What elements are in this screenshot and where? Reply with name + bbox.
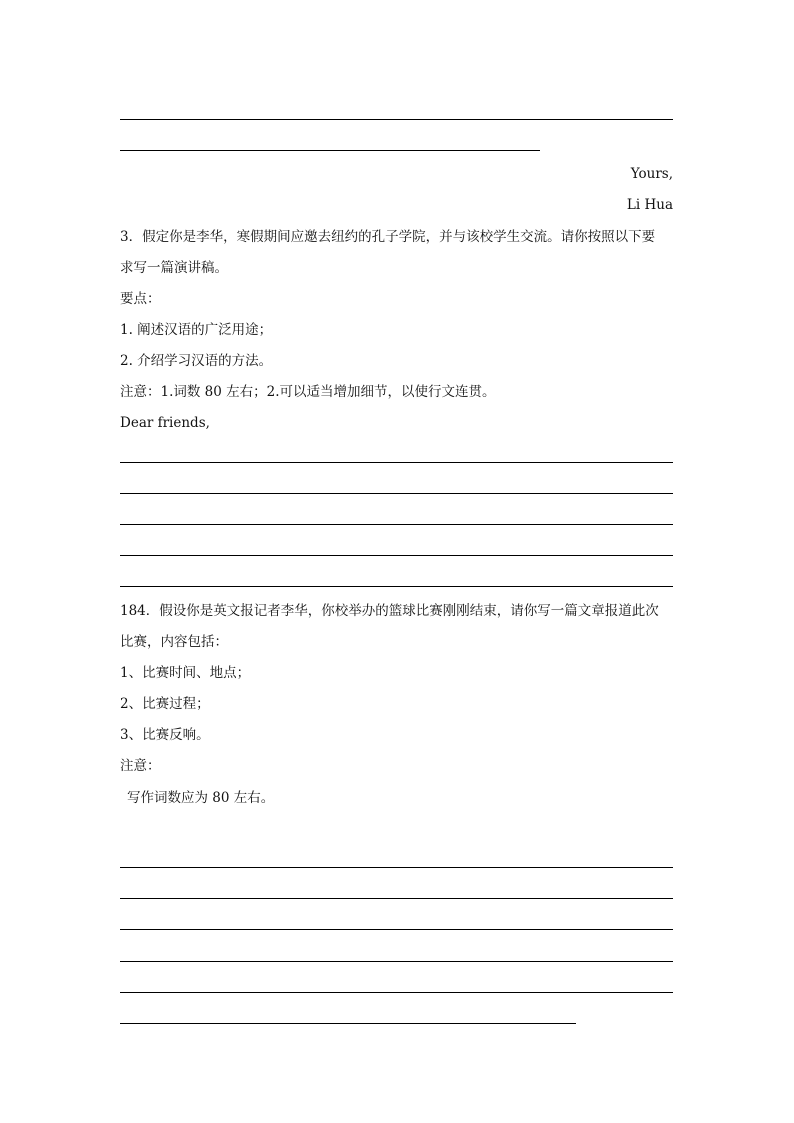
q184-prompt-line1: 184．假设你是英文报记者李华，你校举办的篮球比赛刚刚结束，请你写一篇文章报道此次	[120, 603, 659, 619]
q184-item-1: 1、比赛时间、地点；	[120, 665, 251, 681]
answer-line	[120, 867, 673, 868]
answer-line	[120, 898, 673, 899]
q3-point-2: 2. 介绍学习汉语的方法。	[120, 353, 273, 369]
q3-point-1: 1. 阐述汉语的广泛用途；	[120, 322, 273, 338]
answer-line	[120, 929, 673, 930]
q3-prompt-line1: 3．假定你是李华，寒假期间应邀去纽约的孔子学院，并与该校学生交流。请你按照以下要	[120, 229, 656, 245]
answer-line	[120, 555, 673, 556]
q184-note-heading: 注意：	[120, 758, 161, 774]
q3-prompt-line2: 求写一篇演讲稿。	[120, 260, 228, 276]
q184-prompt-line2: 比赛，内容包括：	[120, 634, 228, 650]
letter-closing: Yours,	[630, 166, 673, 182]
q184-item-3: 3、比赛反响。	[120, 727, 210, 743]
q3-note: 注意：1.词数 80 左右；2.可以适当增加细节，以使行文连贯。	[120, 384, 496, 400]
answer-line	[120, 119, 673, 120]
q3-salutation: Dear friends,	[120, 415, 210, 431]
answer-line	[120, 1023, 576, 1024]
answer-line	[120, 462, 673, 463]
letter-signature: Li Hua	[626, 197, 673, 213]
answer-line	[120, 524, 673, 525]
q184-item-2: 2、比赛过程；	[120, 696, 210, 712]
answer-line	[120, 961, 673, 962]
answer-line	[120, 992, 673, 993]
answer-line	[120, 586, 673, 587]
q184-note-text: 写作词数应为 80 左右。	[127, 790, 275, 806]
answer-line	[120, 150, 540, 151]
answer-line	[120, 493, 673, 494]
q3-points-heading: 要点：	[120, 291, 161, 307]
